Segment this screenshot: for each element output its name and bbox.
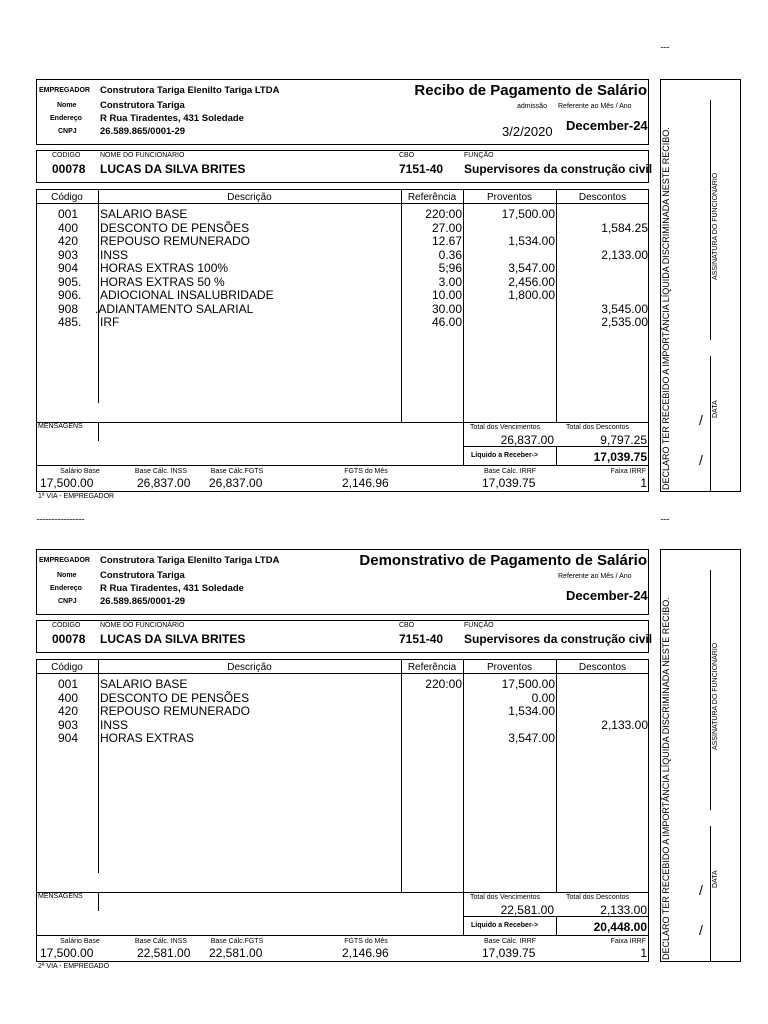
col-header-descricao: Descrição [227, 192, 272, 203]
row-code: 905. [58, 274, 82, 289]
receipt-1 [0, 0, 768, 510]
row-code: 400 [58, 220, 79, 235]
liquido-value: 20,448.00 [593, 920, 647, 934]
employer-name: Construtora Tariga Elenilto Tariga LTDA [100, 85, 280, 96]
row-description: HORAS EXTRAS [100, 731, 195, 745]
data-label: DATA [712, 400, 719, 418]
col-header-codigo: Código [51, 662, 83, 673]
nome-label: Nome [57, 102, 77, 109]
cnpj-label: CNPJ [58, 128, 77, 135]
endereco-label: Endereço [50, 585, 82, 592]
cbo-label: CBO [399, 622, 415, 629]
footer-label-base-inss: Base Cálc. INSS [134, 468, 188, 475]
employer-label: EMPREGADOR [39, 557, 90, 564]
employee-name-label: NOME DO FUNCIONÁRIO [100, 622, 185, 629]
funcao-value: Supervisores da construção civil [464, 632, 653, 646]
total-vencimentos-label: Total dos Vencimentos [470, 894, 541, 901]
row-earnings: 1,534.00 [508, 234, 555, 248]
footer-label-salario-base: Salário Base [60, 938, 100, 945]
dotted-separator: ...... [660, 512, 670, 522]
date-slash: / [699, 882, 703, 898]
mensagens-label: MENSAGENS [38, 893, 83, 900]
footer-base-inss: 26,837.00 [137, 476, 191, 490]
cbo-value: 7151-40 [399, 632, 444, 646]
row-code: 420 [58, 234, 79, 248]
reference-month: December-24 [566, 118, 648, 133]
footer-label-base-irrf: Base Cálc. IRRF [483, 468, 537, 475]
table-row [36, 315, 649, 329]
admissao-date: 3/2/2020 [502, 124, 553, 139]
footer-base-fgts: 26,837.00 [209, 476, 263, 490]
table-row [36, 275, 649, 289]
reference-month: December-24 [566, 588, 648, 603]
mensagens-label: MENSAGENS [38, 423, 83, 430]
table-row [36, 704, 649, 718]
via-label: 2ª VIA - EMPREGADO [38, 963, 110, 970]
total-vencimentos: 22,581.00 [500, 903, 554, 917]
row-reference: 46.00 [431, 315, 462, 329]
ref-label: Referente ao Mês / Ano [558, 573, 632, 580]
row-reference: 5;96 [438, 261, 462, 275]
footer-faixa-irrf: 1 [640, 476, 647, 490]
cnpj-label: CNPJ [58, 598, 77, 605]
table-row [36, 207, 649, 221]
table-row [36, 288, 649, 302]
row-description: DESCONTO DE PENSÕES [100, 690, 250, 705]
row-code: 420 [58, 704, 79, 718]
col-header-referencia: Referência [407, 192, 457, 203]
endereco-label: Endereço [50, 115, 82, 122]
row-description: SALARIO BASE [100, 207, 188, 221]
via-label: 1ª VIA - EMPREGADOR [38, 493, 115, 500]
row-earnings: 1,534.00 [508, 704, 555, 718]
col-header-codigo: Código [51, 192, 83, 203]
row-earnings: 3,547.00 [508, 261, 555, 275]
funcao-value: Supervisores da construção civil [464, 162, 653, 176]
total-vencimentos: 26,837.00 [500, 433, 554, 447]
row-deductions: 2,133.00 [601, 247, 648, 262]
liquido-label: Líquido a Receber-> [471, 452, 539, 459]
footer-fgts-mes: 2,146.96 [342, 476, 389, 490]
assinatura-label: ASSINATURA DO FUNCIONÁRIO [712, 642, 719, 750]
row-code: 903 [58, 717, 79, 732]
row-description: REPOUSO REMUNERADO [100, 234, 251, 248]
table-row [36, 248, 649, 262]
funcao-label: FUNÇÃO [464, 152, 494, 159]
employee-name: LUCAS DA SILVA BRITES [100, 632, 246, 646]
employee-code: 00078 [52, 632, 86, 646]
page-title: Recibo de Pagamento de Salário [414, 82, 647, 99]
row-earnings: 3,547.00 [508, 731, 555, 745]
row-code: 400 [58, 690, 79, 705]
footer-base-irrf: 17,039.75 [482, 946, 536, 960]
row-deductions: 2,535.00 [601, 315, 648, 329]
table-row [36, 677, 649, 691]
col-header-descricao: Descrição [227, 662, 272, 673]
row-reference: 3.00 [438, 274, 462, 289]
admissao-label: admissão [517, 103, 547, 110]
row-deductions: 3,545.00 [601, 301, 648, 316]
row-earnings: 17,500.00 [501, 677, 555, 691]
row-code: 904 [58, 261, 79, 275]
cnpj-value: 26.589.865/0001-29 [100, 126, 186, 137]
ref-label: Referente ao Mês / Ano [558, 103, 632, 110]
assinatura-label: ASSINATURA DO FUNCIONÁRIO [712, 172, 719, 280]
table-row [36, 731, 649, 745]
col-header-referencia: Referência [407, 662, 457, 673]
row-reference: 27.00 [431, 220, 462, 235]
data-label: DATA [712, 870, 719, 888]
funcao-label: FUNÇÃO [464, 622, 494, 629]
row-reference: 0.36 [438, 247, 462, 262]
row-description: HORAS EXTRAS 50 % [100, 274, 225, 289]
row-description: REPOUSO REMUNERADO [100, 704, 251, 718]
row-description: ADIOCIONAL INSALUBRIDADE [100, 288, 274, 302]
footer-label-salario-base: Salário Base [60, 468, 100, 475]
address: R Rua Tiradentes, 431 Soledade [100, 113, 244, 124]
row-description: SALARIO BASE [100, 677, 188, 691]
total-descontos: 9,797.25 [600, 433, 647, 447]
nome-label: Nome [57, 572, 77, 579]
receipt-2 [0, 470, 768, 980]
liquido-value: 17,039.75 [593, 450, 647, 464]
table-row [36, 302, 649, 316]
footer-salario-base: 17,500.00 [40, 476, 94, 490]
row-description: INSS [100, 247, 129, 262]
table-row [36, 718, 649, 732]
col-header-descontos: Descontos [578, 192, 627, 203]
row-earnings: 2,456.00 [508, 274, 555, 289]
total-vencimentos-label: Total dos Vencimentos [470, 424, 541, 431]
row-description: HORAS EXTRAS 100% [100, 261, 229, 275]
row-deductions: 2,133.00 [601, 717, 648, 732]
employer-name: Construtora Tariga Elenilto Tariga LTDA [100, 555, 280, 566]
date-slash: / [699, 412, 703, 428]
row-code: 485. [58, 315, 82, 329]
row-reference: 30.00 [431, 301, 462, 316]
cnpj-value: 26.589.865/0001-29 [100, 596, 186, 607]
employee-name-label: NOME DO FUNCIONÁRIO [100, 152, 185, 159]
date-slash: / [699, 922, 703, 938]
footer-label-base-fgts: Base Cálc.FGTS [210, 938, 264, 945]
employee-name: LUCAS DA SILVA BRITES [100, 162, 246, 176]
footer-label-base-irrf: Base Cálc. IRRF [483, 938, 537, 945]
footer-label-base-fgts: Base Cálc.FGTS [210, 468, 264, 475]
row-earnings: 0.00 [531, 690, 555, 705]
row-description: DESCONTO DE PENSÕES [100, 220, 250, 235]
total-descontos: 2,133.00 [600, 903, 647, 917]
row-description: INSS [100, 717, 129, 732]
declaro-text: DECLARO TER RECEBIDO A IMPORTÂNCIA LÍQUIDA DISCRIMINADA NESTE RECIBO. [661, 597, 671, 960]
row-deductions: 1,584.25 [601, 220, 648, 235]
cbo-label: CBO [399, 152, 415, 159]
signature-panel [660, 549, 741, 962]
row-earnings: 1,800.00 [508, 288, 555, 302]
col-header-descontos: Descontos [578, 662, 627, 673]
footer-label-fgts-mes: FGTS do Mês [344, 938, 388, 945]
footer-fgts-mes: 2,146.96 [342, 946, 389, 960]
liquido-label: Líquido a Receber-> [471, 922, 539, 929]
codigo-label: CÓDIGO [52, 622, 81, 629]
table-row [36, 691, 649, 705]
page-title: Demonstrativo de Pagamento de Salário [359, 552, 647, 569]
row-description: .ADIANTAMENTO SALARIAL [95, 301, 254, 316]
row-code: 001 [58, 677, 79, 691]
date-slash: / [699, 452, 703, 468]
codigo-label: CÓDIGO [52, 152, 81, 159]
row-earnings: 17,500.00 [501, 207, 555, 221]
row-code: 903 [58, 247, 79, 262]
employer-label: EMPREGADOR [39, 87, 90, 94]
row-reference: 220:00 [425, 677, 462, 691]
row-description: IRF [100, 315, 120, 329]
company-name: Construtora Tariga [100, 570, 185, 581]
footer-salario-base: 17,500.00 [40, 946, 94, 960]
footer-base-irrf: 17,039.75 [482, 476, 536, 490]
total-descontos-label: Total dos Descontos [566, 424, 630, 431]
declaro-text: DECLARO TER RECEBIDO A IMPORTÂNCIA LÍQUIDA DISCRIMINADA NESTE RECIBO. [661, 127, 671, 490]
row-code: 904 [58, 731, 79, 745]
row-reference: 220:00 [425, 207, 462, 221]
row-reference: 12.67 [431, 234, 462, 248]
col-header-proventos: Proventos [486, 192, 533, 203]
signature-panel [660, 79, 741, 492]
footer-base-inss: 22,581.00 [137, 946, 191, 960]
row-code: 001 [58, 207, 79, 221]
total-descontos-label: Total dos Descontos [566, 894, 630, 901]
rows-container [36, 207, 649, 329]
footer-base-fgts: 22,581.00 [209, 946, 263, 960]
footer-label-base-inss: Base Cálc. INSS [134, 938, 188, 945]
cbo-value: 7151-40 [399, 162, 444, 176]
footer-faixa-irrf: 1 [640, 946, 647, 960]
dotted-separator: ...... [660, 40, 670, 50]
dotted-separator: ................................ [36, 512, 85, 522]
employee-code: 00078 [52, 162, 86, 176]
footer-label-fgts-mes: FGTS do Mês [344, 468, 388, 475]
row-code: 906. [58, 288, 82, 302]
footer-label-faixa-irrf: Faixa IRRF [610, 938, 646, 945]
rows-container [36, 677, 649, 745]
col-header-proventos: Proventos [486, 662, 533, 673]
footer-label-faixa-irrf: Faixa IRRF [610, 468, 646, 475]
table-row [36, 261, 649, 275]
row-code: 908 [58, 301, 79, 316]
company-name: Construtora Tariga [100, 100, 185, 111]
address: R Rua Tiradentes, 431 Soledade [100, 583, 244, 594]
table-row [36, 221, 649, 235]
row-reference: 10.00 [431, 288, 462, 302]
table-row [36, 234, 649, 248]
